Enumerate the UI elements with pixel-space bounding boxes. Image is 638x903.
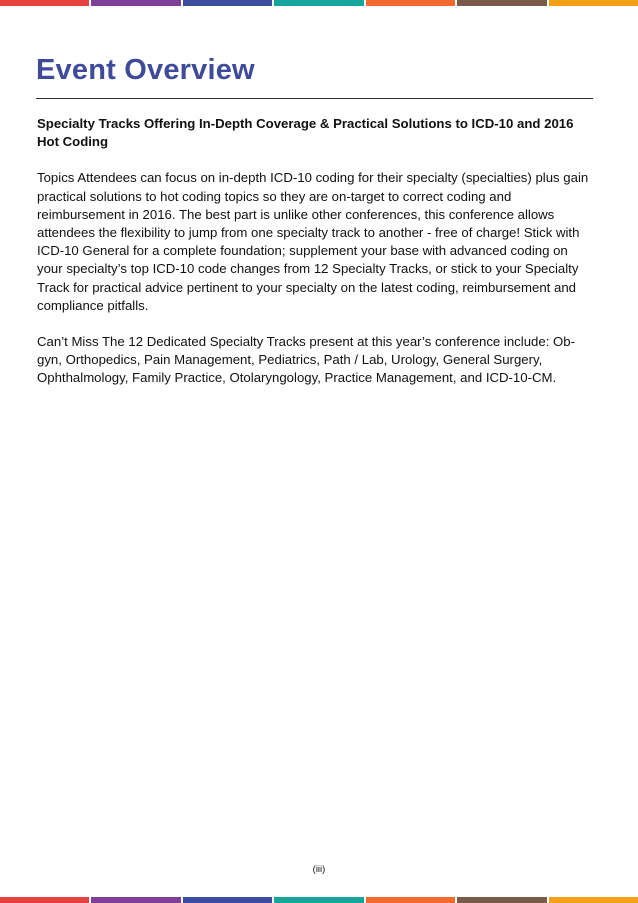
page-title: Event Overview — [36, 54, 255, 86]
bottom-color-bar — [0, 897, 638, 903]
main-content — [37, 115, 597, 406]
color-bar-segment — [183, 0, 272, 6]
overview-paragraph: Topics Attendees can focus on in-depth ICD-10 coding for their specialty (specialties) plus gain practical solutions to hot coding topics so they are on-target to correct coding and reimbursement in 2016. The best part is unlike other conferences, this conference allows attendees the flexibility to jump from one specialty track to another - free of charge! Stick with ICD-10 General for a complete foundation; supplement your base with advanced coding on your specialty’s top ICD-10 code changes from 12 Specialty Tracks, or stick to your Specialty Track for practical advice pertinent to your specialty on the latest coding, reimbursement and compliance pitfalls. — [37, 170, 589, 313]
color-bar-segment — [366, 897, 455, 903]
color-bar-segment — [91, 0, 180, 6]
section-subtitle: Specialty Tracks Offering In-Depth Coverage & Practical Solutions to ICD-10 and 2016 Hot Coding — [37, 116, 574, 150]
title-divider — [36, 98, 593, 99]
color-bar-segment — [0, 0, 89, 6]
color-bar-segment — [274, 0, 363, 6]
page-number: (iii) — [312, 864, 326, 875]
top-color-bar — [0, 0, 638, 6]
color-bar-segment — [274, 897, 363, 903]
color-bar-segment — [457, 0, 546, 6]
color-bar-segment — [0, 897, 89, 903]
color-bar-segment — [549, 0, 638, 6]
color-bar-segment — [549, 897, 638, 903]
tracks-paragraph: Can’t Miss The 12 Dedicated Specialty Tracks present at this year’s conference include: Ob-gyn, Orthopedics, Pain Management, Pediatrics, Path / Lab, Urology, General Surgery, Ophthalmology, Family Practice, Otolaryngology, Practice Management, and ICD-10-CM. — [37, 334, 576, 386]
color-bar-segment — [183, 897, 272, 903]
color-bar-segment — [91, 897, 180, 903]
color-bar-segment — [457, 897, 546, 903]
color-bar-segment — [366, 0, 455, 6]
